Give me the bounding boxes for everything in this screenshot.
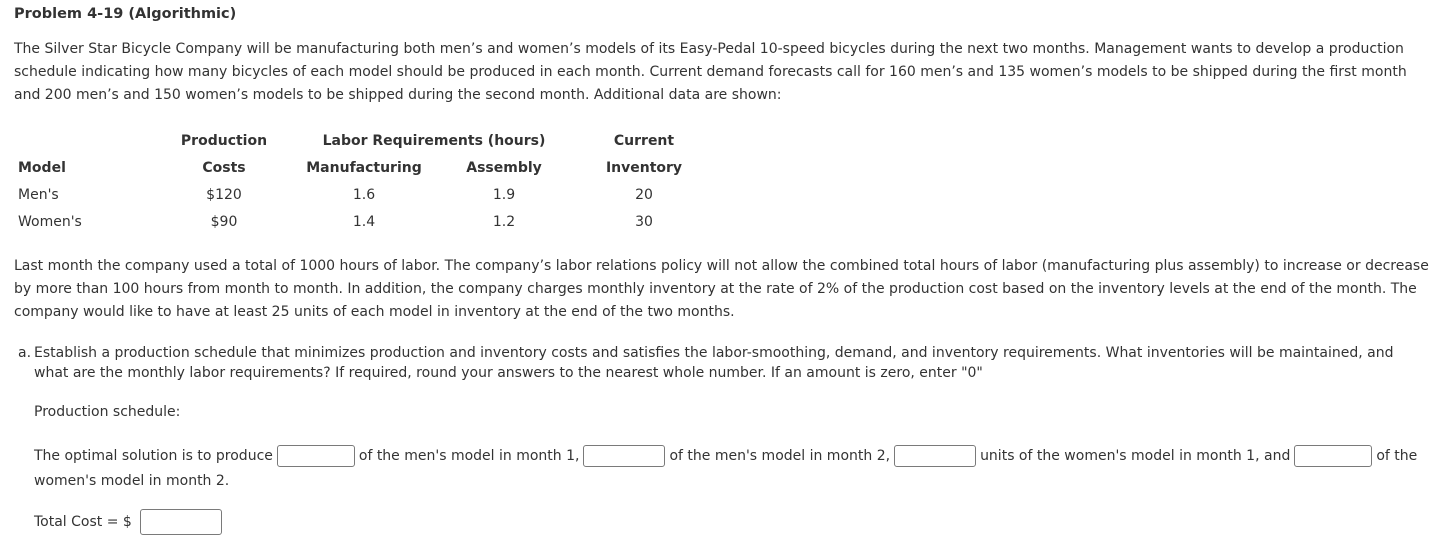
header-costs: Costs xyxy=(202,160,246,176)
women-month2-input[interactable] xyxy=(1294,445,1372,467)
header-assembly: Assembly xyxy=(466,160,542,176)
total-cost-row xyxy=(34,509,226,535)
row-women-manufacturing: 1.4 xyxy=(352,214,376,230)
row-men-assembly: 1.9 xyxy=(492,187,516,203)
row-women-model: Women's xyxy=(18,214,82,230)
men-month2-input[interactable] xyxy=(583,445,665,467)
sentence-part-2: of the men's model in month 1, xyxy=(358,448,580,464)
men-month1-input[interactable] xyxy=(277,445,355,467)
header-production: Production xyxy=(180,133,268,149)
answer-sentence xyxy=(34,443,1424,493)
sentence-part-6: women's model in month 2. xyxy=(34,473,230,489)
question-a xyxy=(18,343,1424,383)
header-labor-requirements: Labor Requirements (hours) xyxy=(322,133,546,149)
header-inventory: Inventory xyxy=(605,160,683,176)
total-cost-label: Total Cost = $ xyxy=(34,514,132,530)
header-manufacturing: Manufacturing xyxy=(306,160,422,176)
women-month1-input[interactable] xyxy=(894,445,976,467)
row-women-inventory: 30 xyxy=(635,214,653,230)
sentence-part-5: of the xyxy=(1376,448,1418,464)
intro-paragraph: The Silver Star Bicycle Company will be manufacturing both men’s and women’s models of its Easy-Pedal 10-speed bicycles during the next two months. Management wants to develop a production schedule indicating how many bicycles of each model should be produced in each month. Current demand forecasts call for 160 men’s and 135 women’s models to be shipped during the first month and 200 men’s and 150 women’s models to be shipped during the second month. Additional data are shown: xyxy=(14,41,1407,103)
sentence-part-1: The optimal solution is to produce xyxy=(34,448,273,464)
row-women-cost: $90 xyxy=(210,214,238,230)
total-cost-input[interactable] xyxy=(140,509,222,535)
row-women-assembly: 1.2 xyxy=(492,214,516,230)
row-men-manufacturing: 1.6 xyxy=(352,187,376,203)
row-men-model: Men's xyxy=(18,187,59,203)
sentence-part-3: of the men's model in month 2, xyxy=(669,448,891,464)
header-model: Model xyxy=(18,160,66,176)
production-schedule-label: Production schedule: xyxy=(34,404,181,420)
labor-policy-paragraph: Last month the company used a total of 1000 hours of labor. The company’s labor relations policy will not allow the combined total hours of labor (manufacturing plus assembly) to increase or decrease by more than 100 hours from month to month. In addition, the company charges monthly inventory at the rate of 2% of the production cost based on the inventory levels at the end of the month. The company would like to have at least 25 units of each model in inventory at the end of the two months. xyxy=(14,258,1429,320)
header-current: Current xyxy=(613,133,675,149)
problem-title: Problem 4-19 (Algorithmic) xyxy=(14,6,237,22)
row-men-cost: $120 xyxy=(206,187,242,203)
row-men-inventory: 20 xyxy=(635,187,653,203)
sentence-part-4: units of the women's model in month 1, and xyxy=(980,448,1291,464)
question-a-letter: a. xyxy=(18,345,32,361)
question-a-text: Establish a production schedule that minimizes production and inventory costs and satisfies the labor-smoothing, demand, and inventory requirements. What inventories will be maintained, and what are the monthly labor requirements? If required, round your answers to the nearest whole number. If an amount is zero, enter "0" xyxy=(34,345,1394,381)
data-table xyxy=(0,126,720,236)
